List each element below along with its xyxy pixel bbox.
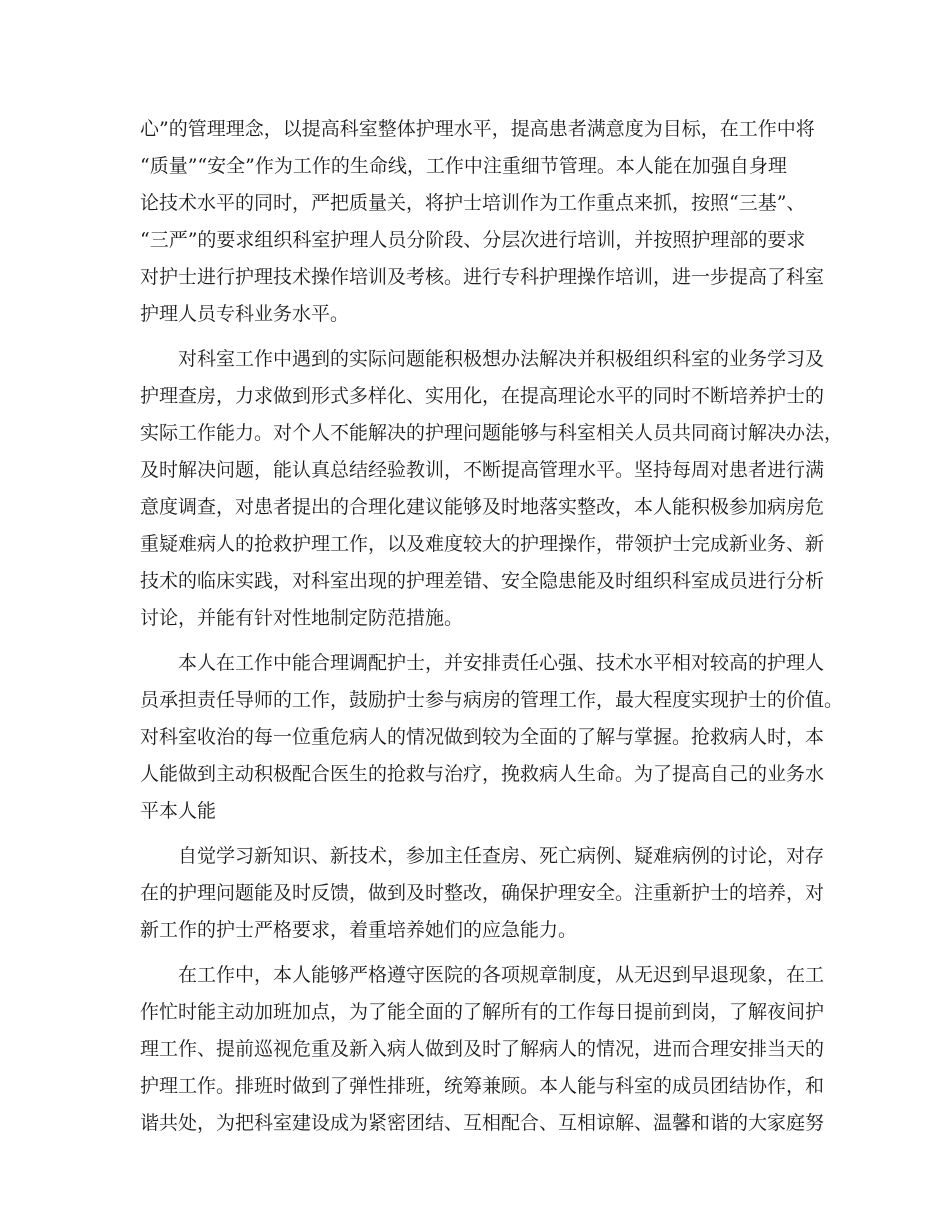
text-line: 心”的管理理念，以提高科室整体护理水平，提高患者满意度为目标，在工作中将 bbox=[140, 118, 815, 140]
text-line: 新工作的护士严格要求，着重培养她们的应急能力。 bbox=[140, 919, 578, 941]
text-line: “质量”“安全”作为工作的生命线，工作中注重细节管理。本人能在加强自身理 bbox=[140, 155, 787, 177]
text-line: 护理人员专科业务水平。 bbox=[140, 303, 350, 325]
text-line: 自觉学习新知识、新技术，参加主任查房、死亡病例、疑难病例的讨论，对存 bbox=[178, 845, 825, 867]
text-line: 理工作、提前巡视危重及新入病人做到及时了解病人的情况，进而合理安排当天的 bbox=[140, 1038, 825, 1060]
text-line: 员承担责任导师的工作，鼓励护士参与病房的管理工作，最大程度实现护士的价值。 bbox=[140, 689, 844, 711]
text-line: 在工作中，本人能够严格遵守医院的各项规章制度，从无迟到早退现象，在工 bbox=[178, 964, 825, 986]
text-line: 在的护理问题能及时反馈，做到及时整改，确保护理安全。注重新护士的培养，对 bbox=[140, 882, 825, 904]
text-line: 意度调查，对患者提出的合理化建议能够及时地落实整改，本人能积极参加病房危 bbox=[140, 496, 825, 518]
text-line: 对科室工作中遇到的实际问题能积极想办法解决并积极组织科室的业务学习及 bbox=[178, 348, 825, 370]
text-line: 作忙时能主动加班加点，为了能全面的了解所有的工作每日提前到岗，了解夜间护 bbox=[140, 1001, 825, 1023]
text-line: 本人在工作中能合理调配护士，并安排责任心强、技术水平相对较高的护理人 bbox=[178, 652, 825, 674]
text-line: “三严”的要求组织科室护理人员分阶段、分层次进行培训，并按照护理部的要求 bbox=[140, 229, 806, 251]
text-line: 对科室收治的每一位重危病人的情况做到较为全面的了解与掌握。抢救病人时，本 bbox=[140, 726, 825, 748]
text-line: 平本人能 bbox=[140, 800, 217, 822]
text-line: 人能做到主动积极配合医生的抢救与治疗，挽救病人生命。为了提高自己的业务水 bbox=[140, 763, 825, 785]
text-line: 对护士进行护理技术操作培训及考核。进行专科护理操作培训，进一步提高了科室 bbox=[140, 266, 825, 288]
text-line: 及时解决问题，能认真总结经验教训，不断提高管理水平。坚持每周对患者进行满 bbox=[140, 459, 825, 481]
text-line: 实际工作能力。对个人不能解决的护理问题能够与科室相关人员共同商讨解决办法， bbox=[140, 422, 844, 444]
text-line: 护理查房，力求做到形式多样化、实用化，在提高理论水平的同时不断培养护士的 bbox=[140, 385, 825, 407]
text-line: 重疑难病人的抢救护理工作，以及难度较大的护理操作，带领护士完成新业务、新 bbox=[140, 533, 825, 555]
text-line: 技术的临床实践，对科室出现的护理差错、安全隐患能及时组织科室成员进行分析 bbox=[140, 570, 825, 592]
text-line: 谐共处，为把科室建设成为紧密团结、互相配合、互相谅解、温馨和谐的大家庭努 bbox=[140, 1112, 825, 1134]
text-line: 护理工作。排班时做到了弹性排班，统筹兼顾。本人能与科室的成员团结协作，和 bbox=[140, 1075, 825, 1097]
text-line: 论技术水平的同时，严把质量关，将护士培训作为工作重点来抓，按照“三基”、 bbox=[140, 192, 806, 214]
text-line: 讨论，并能有针对性地制定防范措施。 bbox=[140, 607, 464, 629]
